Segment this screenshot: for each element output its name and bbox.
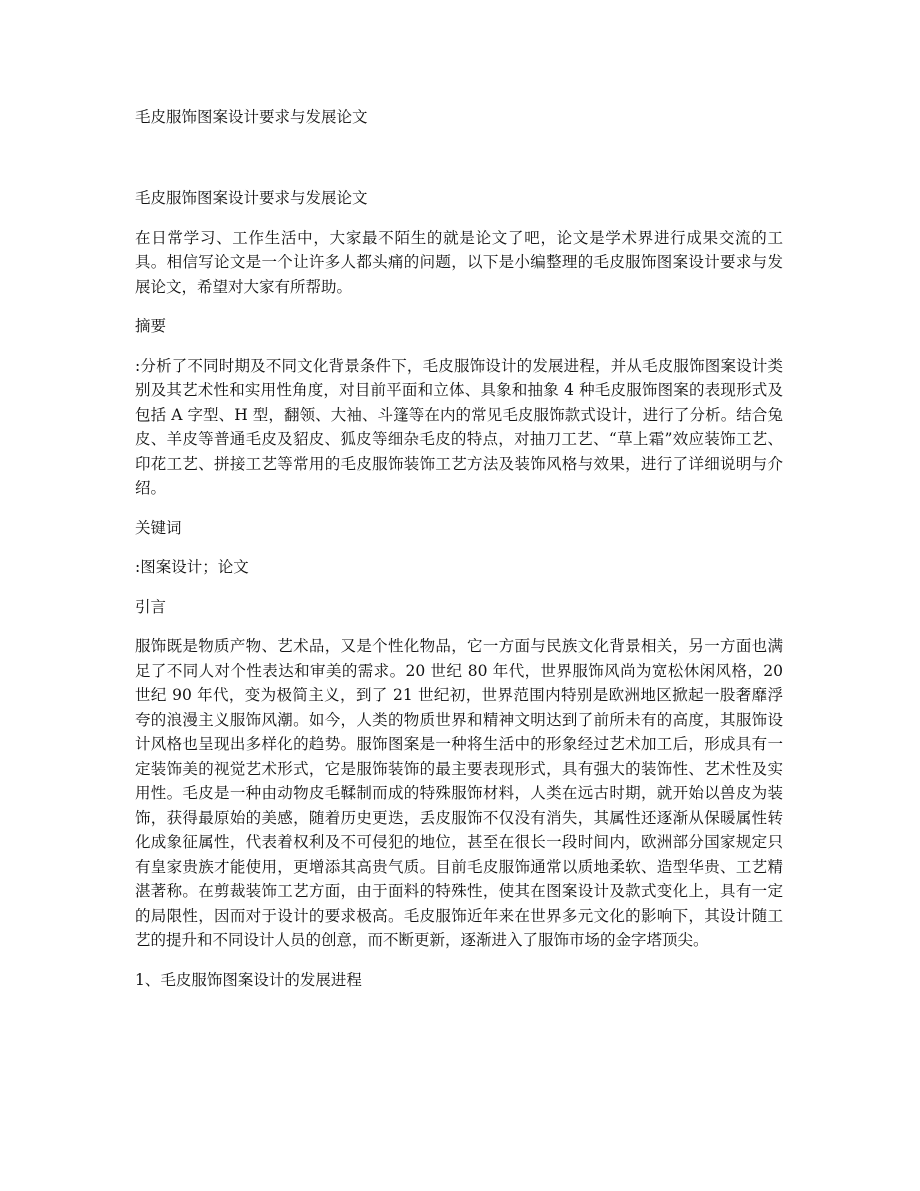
- intro-paragraph: 在日常学习、工作生活中，大家最不陌生的就是论文了吧，论文是学术界进行成果交流的工具。相信写论文是一个让许多人都头痛的问题，以下是小编整理的毛皮服饰图案设计要求与发展论文，希望对大家有所帮助。: [135, 228, 783, 296]
- document-title: 毛皮服饰图案设计要求与发展论文: [135, 108, 368, 126]
- keywords-heading: 关键词: [135, 518, 182, 537]
- article-title: 毛皮服饰图案设计要求与发展论文: [135, 189, 368, 207]
- introduction-heading: 引言: [135, 597, 167, 616]
- document-body: [135, 186, 783, 1007]
- abstract-paragraph: :分析了不同时期及不同文化背景条件下，毛皮服饰设计的发展进程，并从毛皮服饰图案设计类别及其艺术性和实用性角度，对目前平面和立体、具象和抽象 4 种毛皮服饰图案的表现形式及包括 A 字型、H 型，翻领、大袖、斗篷等在内的常见毛皮服饰款式设计，进行了分析。结合兔皮、羊皮等普通毛皮及貂皮、狐皮等细杂毛皮的特点，对抽刀工艺、“草上霜”效应装饰工艺、印花工艺、拼接工艺等常用的毛皮服饰装饰工艺方法及装饰风格与效果，进行了详细说明与介绍。: [135, 356, 783, 497]
- section-1-heading: 1、毛皮服饰图案设计的发展进程: [135, 970, 362, 989]
- introduction-paragraph: 服饰既是物质产物、艺术品，又是个性化物品，它一方面与民族文化背景相关，另一方面也满足了不同人对个性表达和审美的需求。20 世纪 80 年代，世界服饰风尚为宽松休闲风格，20 世纪 90 年代，变为极简主义，到了 21 世纪初，世界范围内特别是欧洲地区掀起一股奢靡浮夸的浪漫主义服饰风潮。如今，人类的物质世界和精神文明达到了前所未有的高度，其服饰设计风格也呈现出多样化的趋势。服饰图案是一种将生活中的形象经过艺术加工后，形成具有一定装饰美的视觉艺术形式，它是服饰装饰的最主要表现形式，具有强大的装饰性、艺术性及实用性。毛皮是一种由动物皮毛鞣制而成的特殊服饰材料，人类在远古时期，就开始以兽皮为装饰，获得最原始的美感，随着历史更迭，丢皮服饰不仅没有消失，其属性还逐渐从保暖属性转化成象征属性，代表着权利及不可侵犯的地位，甚至在很长一段时间内，欧洲部分国家规定只有皇家贵族才能使用，更增添其高贵气质。目前毛皮服饰通常以质地柔软、造型华贵、工艺精湛著称。在剪裁装饰工艺方面，由于面料的特殊性，使其在图案设计及款式变化上，具有一定的局限性，因而对于设计的要求极高。毛皮服饰近年来在世界多元文化的影响下，其设计随工艺的提升和不同设计人员的创意，而不断更新，逐渐进入了服饰市场的金字塔顶尖。: [135, 637, 784, 949]
- keywords-paragraph: :图案设计；论文: [135, 558, 249, 576]
- abstract-heading: 摘要: [135, 317, 167, 335]
